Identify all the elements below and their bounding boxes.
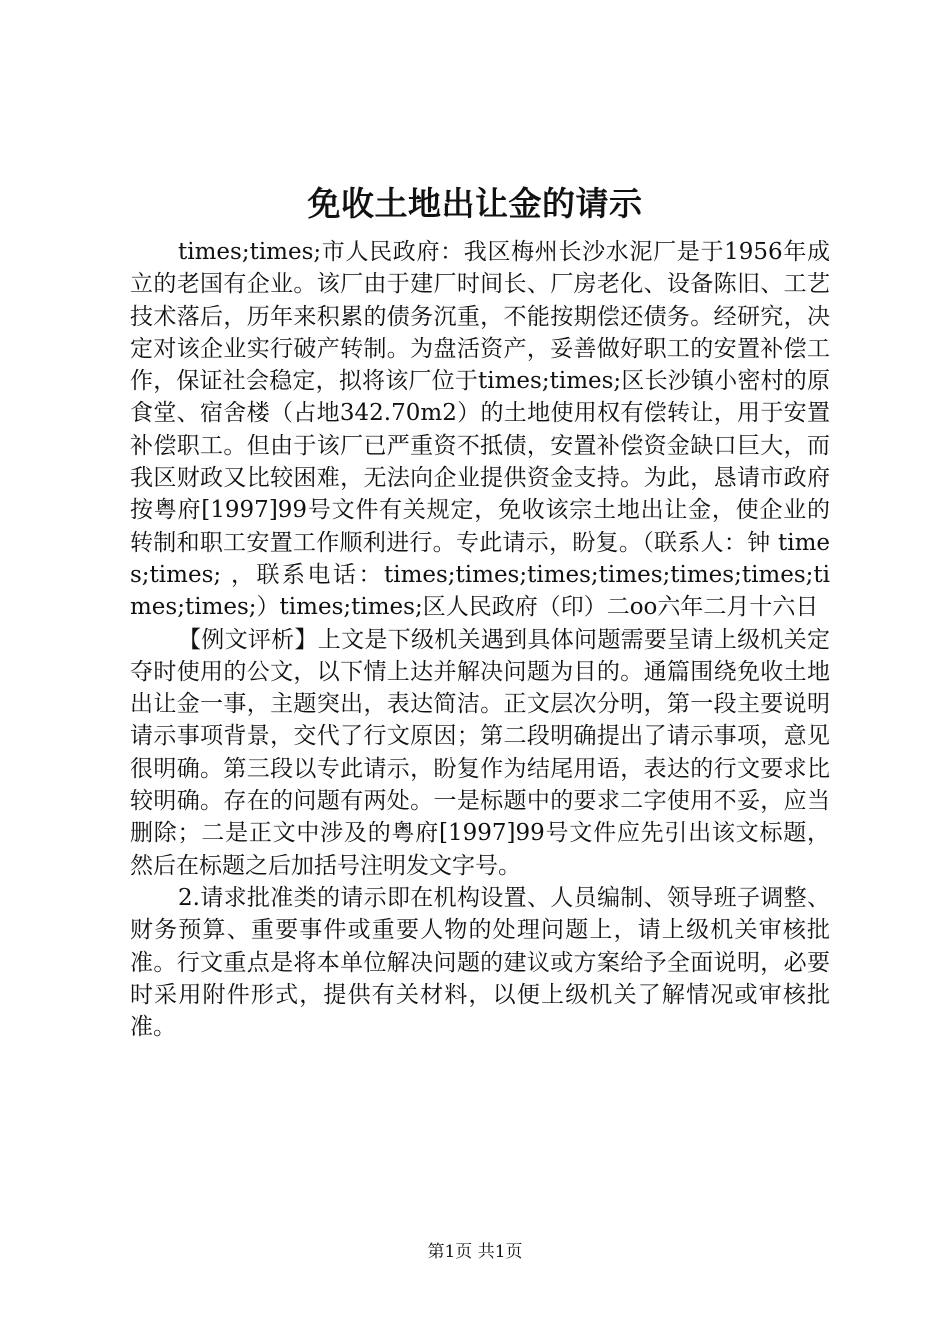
document-title: 免收土地出让金的请示 (307, 184, 643, 223)
page-number-footer: 第1页 共1页 (427, 1242, 523, 1262)
commentary-paragraph: 【例文评析】上文是下级机关遇到具体问题需要呈请上级机关定夺时使用的公文，以下情上达并解决问题为目的。通篇围绕免收土地出让金一事，主题突出，表达简洁。正文层次分明，第一段主要说明请示事项背景，交代了行文原因；第二段明确提出了请示事项，意见很明确。第三段以专此请示，盼复作为结尾用语，表达的行文要求比较明确。存在的问题有两处。一是标题中的要求二字使用不妥，应当删除；二是正文中涉及的粤府[1997]99号文件应先引出该文标题，然后在标题之后加括号注明发文字号。 (130, 626, 830, 879)
request-letter-paragraph: times;times;市人民政府：我区梅州长沙水泥厂是于1956年成立的老国有企业。该厂由于建厂时间长、厂房老化、设备陈旧、工艺技术落后，历年来积累的债务沉重，不能按期偿还债务。经研究，决定对该企业实行破产转制。为盘活资产，妥善做好职工的安置补偿工作，保证社会稳定，拟将该厂位于times;times;区长沙镇小密村的原食堂、宿舍楼（占地342.70m2）的土地使用权有偿转让，用于安置补偿职工。但由于该厂已严重资不抵债，安置补偿资金缺口巨大，而我区财政又比较困难，无法向企业提供资金支持。为此，恳请市政府按粤府[1997]99号文件有关规定，免收该宗土地出让金，使企业的转制和职工安置工作顺利进行。专此请示，盼复。（联系人：钟 times;times; ，联系电话：times;times;times;times;times;times;times;times;）times;times;区人民政府（印）二oo六年二月十六日 (130, 239, 830, 621)
document-body (130, 236, 830, 1043)
approval-request-paragraph: 2.请求批准类的请示即在机构设置、人员编制、领导班子调整、财务预算、重要事件或重要人物的处理问题上，请上级机关审核批准。行文重点是将本单位解决问题的建议或方案给予全面说明，必要时采用附件形式，提供有关材料，以便上级机关了解情况或审核批准。 (130, 884, 830, 1041)
